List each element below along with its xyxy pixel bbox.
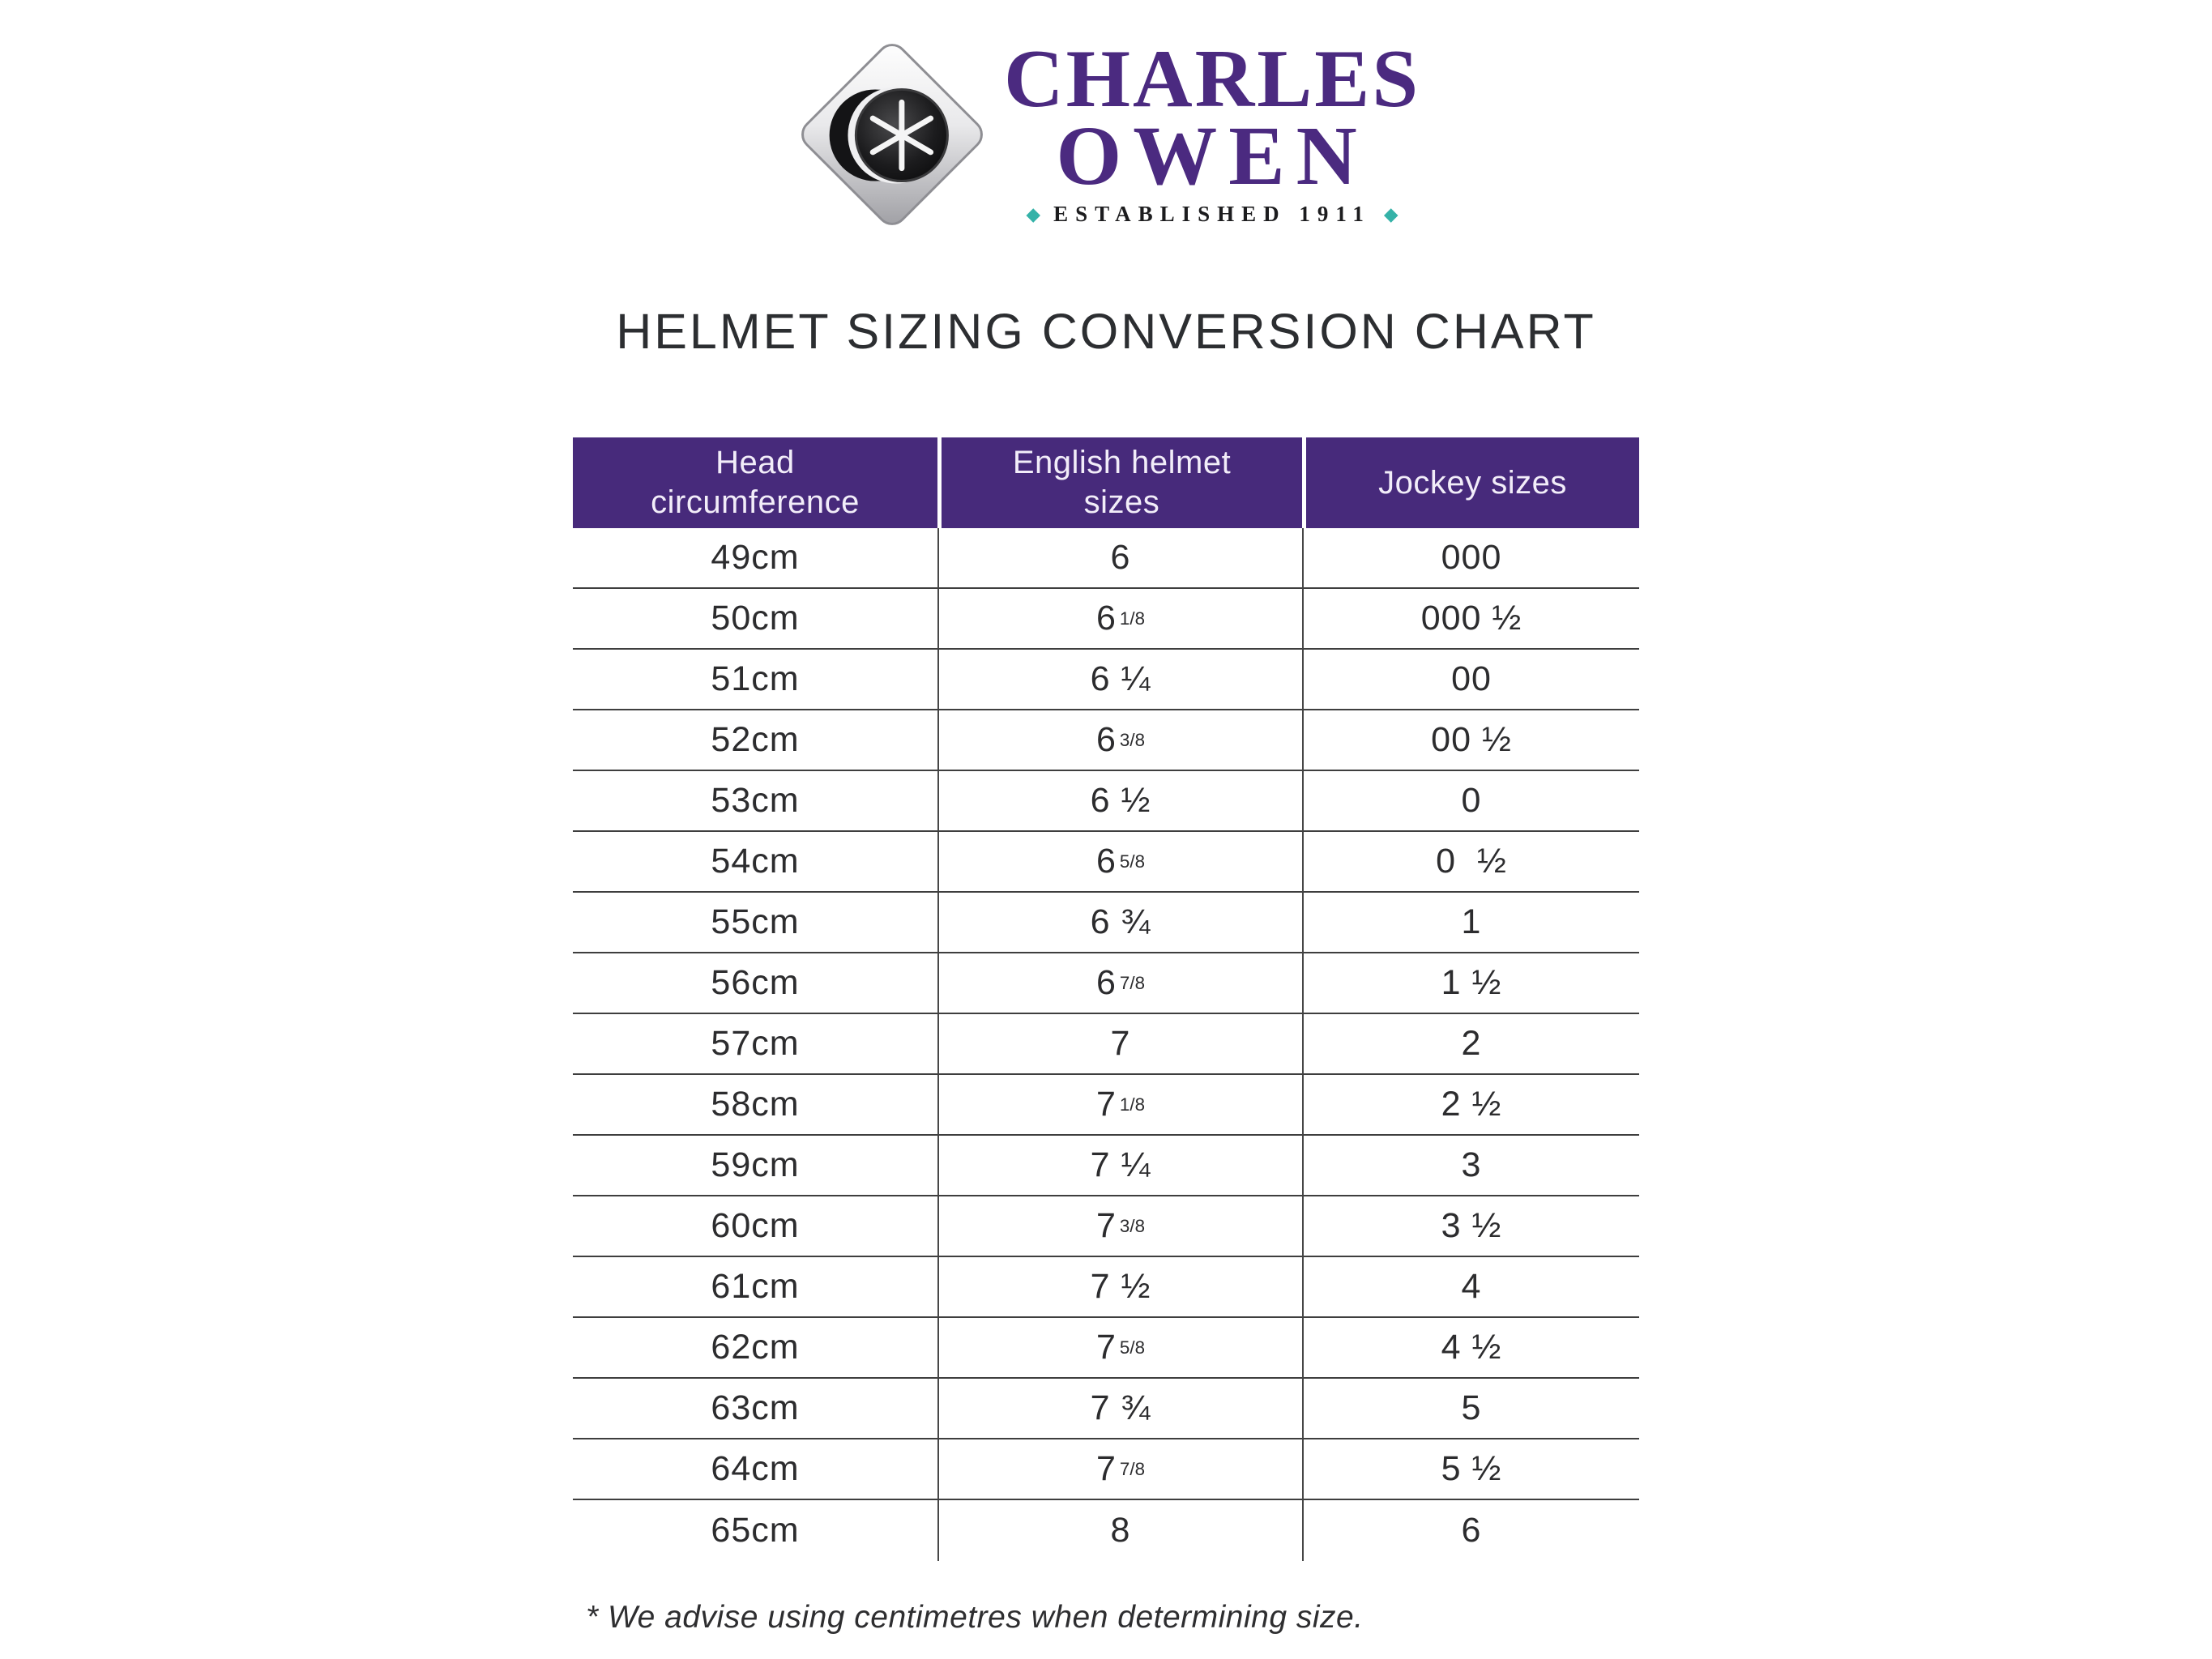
sizing-table: [573, 437, 1639, 1561]
table-header-cell: English helmet sizes: [937, 437, 1302, 528]
cell-jockey-size: 0 ½: [1302, 832, 1639, 893]
cell-head-circumference: 49cm: [573, 528, 937, 589]
cell-english-helmet-size: 7 5/8: [937, 1318, 1302, 1379]
fraction-superscript: 1/8: [1119, 1094, 1146, 1115]
brand-wordmark: [1003, 32, 1421, 227]
cell-head-circumference: 50cm: [573, 589, 937, 650]
cell-english-helmet-size: 7 3/8: [937, 1196, 1302, 1257]
cell-head-circumference: 63cm: [573, 1379, 937, 1439]
established-row: [1026, 202, 1398, 227]
cell-english-helmet-size: 7 1/8: [937, 1075, 1302, 1136]
cell-head-circumference: 55cm: [573, 893, 937, 953]
cell-head-circumference: 61cm: [573, 1257, 937, 1318]
cell-jockey-size: 4: [1302, 1257, 1639, 1318]
cell-jockey-size: 0: [1302, 771, 1639, 832]
cell-head-circumference: 62cm: [573, 1318, 937, 1379]
cell-jockey-size: 2: [1302, 1014, 1639, 1075]
cell-head-circumference: 53cm: [573, 771, 937, 832]
cell-jockey-size: 4 ½: [1302, 1318, 1639, 1379]
fraction-superscript: 5/8: [1119, 1337, 1146, 1358]
cell-english-helmet-size: 7: [937, 1014, 1302, 1075]
charles-owen-logo: [0, 0, 2212, 235]
brand-name-line1: CHARLES: [1003, 32, 1421, 125]
cell-head-circumference: 51cm: [573, 650, 937, 710]
cell-english-helmet-size: 6: [937, 528, 1302, 589]
cell-jockey-size: 000: [1302, 528, 1639, 589]
cell-jockey-size: 5: [1302, 1379, 1639, 1439]
table-header-cell: Head circumference: [573, 437, 937, 528]
fraction-superscript: 3/8: [1119, 1215, 1146, 1236]
cell-english-helmet-size: 6 5/8: [937, 832, 1302, 893]
teal-diamond-icon: ◆: [1383, 203, 1399, 225]
footnote: * We advise using centimetres when determining size.: [586, 1600, 1364, 1635]
cell-english-helmet-size: 7 ½: [937, 1257, 1302, 1318]
cell-english-helmet-size: 7 ¼: [937, 1136, 1302, 1196]
cell-head-circumference: 52cm: [573, 710, 937, 771]
charles-owen-diamond-emblem-icon: [792, 34, 993, 235]
fraction-superscript: 7/8: [1119, 972, 1146, 993]
cell-english-helmet-size: 6 ¾: [937, 893, 1302, 953]
cell-jockey-size: 000 ½: [1302, 589, 1639, 650]
cell-head-circumference: 56cm: [573, 953, 937, 1014]
page-title: HELMET SIZING CONVERSION CHART: [616, 304, 1596, 359]
cell-english-helmet-size: 6 ½: [937, 771, 1302, 832]
fraction-superscript: 7/8: [1119, 1458, 1146, 1479]
cell-head-circumference: 65cm: [711, 1511, 800, 1550]
fraction-superscript: 1/8: [1119, 608, 1146, 629]
cell-jockey-size: 1 ½: [1302, 953, 1639, 1014]
cell-jockey-size: 3 ½: [1302, 1196, 1639, 1257]
cell-head-circumference: 60cm: [573, 1196, 937, 1257]
cell-english-helmet-size: 7 7/8: [937, 1439, 1302, 1500]
cell-jockey-size: 1: [1302, 893, 1639, 953]
established-text: ESTABLISHED 1911: [1053, 202, 1371, 227]
cell-jockey-size: 3: [1302, 1136, 1639, 1196]
cell-head-circumference: 59cm: [573, 1136, 937, 1196]
cell-english-helmet-size: 6 1/8: [937, 589, 1302, 650]
table-header-cell: Jockey sizes: [1302, 437, 1639, 528]
cell-jockey-size: 6: [1302, 1500, 1639, 1561]
cell-english-helmet-size: 7 ¾: [937, 1379, 1302, 1439]
cell-english-helmet-size: 6 7/8: [937, 953, 1302, 1014]
cell-english-helmet-size: 6 ¼: [937, 650, 1302, 710]
cell-english-helmet-size: 6 3/8: [937, 710, 1302, 771]
cell-jockey-size: 2 ½: [1302, 1075, 1639, 1136]
cell-jockey-size: 5 ½: [1302, 1439, 1639, 1500]
cell-jockey-size: 00: [1302, 650, 1639, 710]
fraction-superscript: 5/8: [1119, 851, 1146, 872]
brand-name-line2: OWEN: [1056, 109, 1369, 203]
fraction-superscript: 3/8: [1119, 729, 1146, 750]
cell-jockey-size: 00 ½: [1302, 710, 1639, 771]
cell-head-circumference: 64cm: [573, 1439, 937, 1500]
cell-head-circumference: 57cm: [573, 1014, 937, 1075]
cell-english-helmet-size: 8: [937, 1500, 1302, 1561]
cell-head-circumference: 58cm: [573, 1075, 937, 1136]
cell-head-circumference: 54cm: [573, 832, 937, 893]
teal-diamond-icon: ◆: [1026, 203, 1041, 225]
